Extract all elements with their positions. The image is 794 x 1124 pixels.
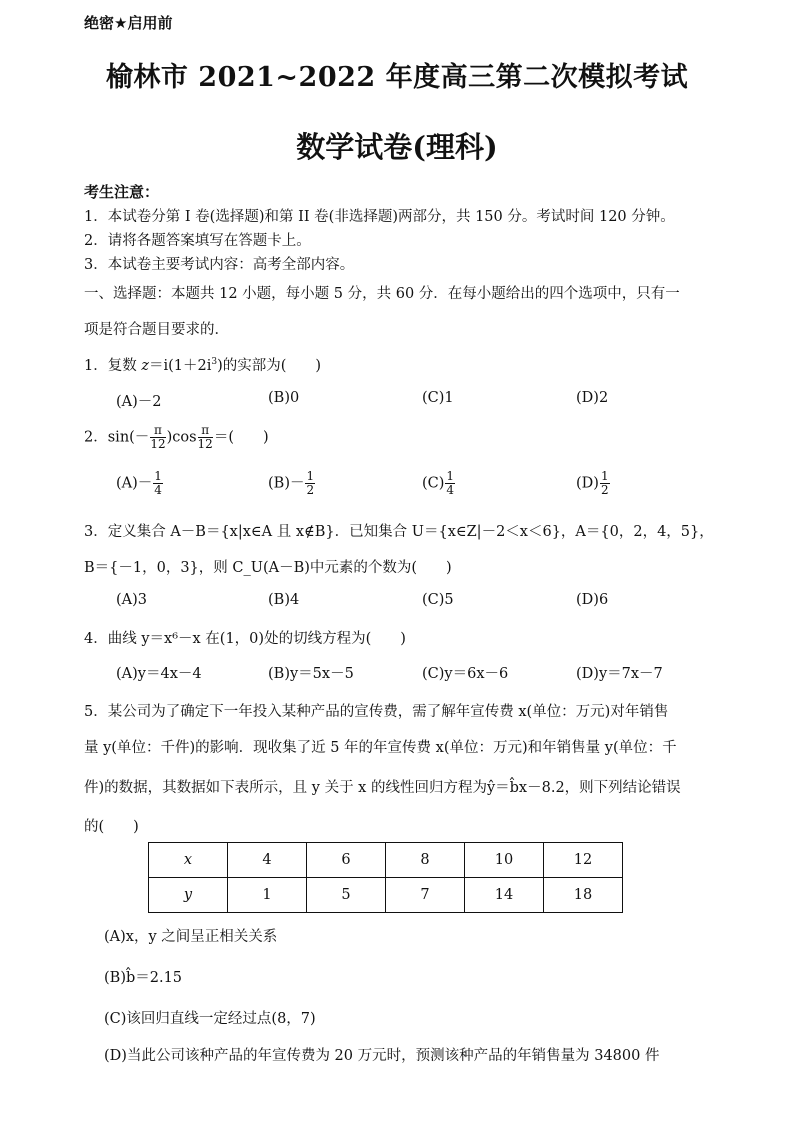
fraction bbox=[600, 470, 610, 497]
notice-item: 3．本试卷主要考试内容：高考全部内容。 bbox=[84, 257, 355, 273]
fraction bbox=[445, 470, 455, 497]
option-prefix: (B)－ bbox=[268, 475, 305, 492]
table-row bbox=[149, 878, 623, 913]
question-4: 4．曲线 y＝x⁶－x 在(1，0)处的切线方程为( ) bbox=[84, 631, 406, 647]
notice-item: 2．请将各题答案填写在答题卡上。 bbox=[84, 233, 311, 249]
table-cell: 8 bbox=[386, 843, 465, 878]
table-cell: 10 bbox=[465, 843, 544, 878]
math-var: z bbox=[141, 358, 149, 374]
fraction-denominator: 2 bbox=[306, 483, 315, 497]
section-intro-line: 项是符合题目要求的． bbox=[84, 322, 229, 338]
question-5-line: 件)的数据，其数据如下表所示，且 y 关于 x 的线性回归方程为ŷ＝b̂x－8.2，则下列结论错误 bbox=[84, 780, 681, 796]
exam-subtitle: 数学试卷(理科) bbox=[296, 130, 498, 164]
table-cell: 1 bbox=[228, 878, 307, 913]
question-5-line: 5．某公司为了确定下一年投入某种产品的宣传费，需了解年宣传费 x(单位：万元)对年销售 bbox=[84, 704, 669, 720]
table-cell: 4 bbox=[228, 843, 307, 878]
fraction-denominator: 12 bbox=[197, 437, 213, 451]
confidential-label: 绝密★启用前 bbox=[84, 14, 173, 32]
notice-item: 1．本试卷分第 I 卷(选择题)和第 II 卷(非选择题)两部分，共 150 分。考试时间 120 分钟。 bbox=[84, 209, 675, 225]
table-cell: 7 bbox=[386, 878, 465, 913]
option-a[interactable]: (A)y＝4x－4 bbox=[116, 666, 202, 682]
option-prefix: (C) bbox=[422, 475, 445, 492]
table-cell: 5 bbox=[307, 878, 386, 913]
option-c[interactable]: (C)y＝6x－6 bbox=[422, 666, 509, 682]
question-5-line: 的( ) bbox=[84, 819, 139, 835]
fraction-numerator: π bbox=[198, 424, 213, 438]
option-a[interactable] bbox=[116, 470, 164, 497]
fraction-numerator: 1 bbox=[600, 469, 609, 483]
option-d[interactable]: (D)y＝7x－7 bbox=[576, 666, 663, 682]
question-text: )cos bbox=[166, 429, 197, 446]
option-b[interactable]: (B)4 bbox=[268, 592, 300, 608]
question-text: ＝( ) bbox=[213, 429, 269, 446]
fraction-denominator: 12 bbox=[150, 437, 166, 451]
fraction-denominator: 4 bbox=[154, 483, 162, 497]
fraction bbox=[305, 470, 315, 497]
table-cell: 12 bbox=[544, 843, 623, 878]
section-intro-line: 一、选择题：本题共 12 小题，每小题 5 分，共 60 分．在每小题给出的四个选项中，只有一 bbox=[84, 286, 680, 302]
fraction-denominator: 4 bbox=[446, 483, 455, 497]
fraction-numerator: 1 bbox=[154, 469, 162, 483]
option-c[interactable]: (C)该回归直线一定经过点(8，7) bbox=[104, 1011, 316, 1027]
option-d[interactable]: (D)2 bbox=[576, 390, 609, 406]
superscript: 3 bbox=[211, 357, 218, 368]
table-header-cell: x bbox=[149, 843, 228, 878]
notice-heading: 考生注意： bbox=[84, 183, 160, 201]
question-text: sin(－ bbox=[107, 429, 150, 446]
question-number: 2． bbox=[84, 429, 108, 446]
option-c[interactable]: (C)1 bbox=[422, 390, 454, 406]
question-number: 1． bbox=[84, 358, 108, 374]
data-table bbox=[148, 842, 623, 913]
table-cell: 18 bbox=[544, 878, 623, 913]
fraction-numerator: π bbox=[150, 424, 165, 438]
question-text: )的实部为( ) bbox=[217, 358, 322, 374]
table-row bbox=[149, 843, 623, 878]
option-b[interactable]: (B)y＝5x－5 bbox=[268, 666, 354, 682]
option-prefix: (A)－ bbox=[116, 475, 153, 492]
question-text: 复数 bbox=[107, 358, 142, 374]
question-text: ＝i(1＋2i bbox=[148, 358, 212, 374]
fraction bbox=[198, 424, 213, 451]
exam-title: 榆林市 2021~2022 年度高三第二次模拟考试 bbox=[105, 62, 689, 93]
option-a[interactable]: (A)－2 bbox=[116, 394, 162, 410]
option-a[interactable]: (A)3 bbox=[116, 592, 148, 608]
option-a[interactable]: (A)x，y 之间呈正相关关系 bbox=[104, 929, 278, 945]
option-b[interactable] bbox=[268, 470, 316, 497]
option-c[interactable] bbox=[422, 470, 456, 497]
fraction-denominator: 2 bbox=[600, 483, 609, 497]
question-3-line: 3．定义集合 A－B＝{x|x∈A 且 x∉B}．已知集合 U＝{x∈Z|－2＜x＜6}，A＝{0，2，4，5}， bbox=[84, 524, 714, 540]
question-5-line: 量 y(单位：千件)的影响．现收集了近 5 年的年宣传费 x(单位：万元)和年销售量 y(单位：千 bbox=[84, 740, 677, 756]
fraction bbox=[153, 470, 163, 497]
fraction bbox=[150, 424, 165, 451]
question-3-line: B＝{－1，0，3}，则 C_U(A－B)中元素的个数为( ) bbox=[84, 560, 452, 576]
question-1 bbox=[84, 354, 321, 375]
question-2 bbox=[84, 424, 269, 451]
option-prefix: (D) bbox=[576, 475, 599, 492]
option-b[interactable]: (B)0 bbox=[268, 390, 300, 406]
fraction-numerator: 1 bbox=[306, 469, 315, 483]
option-d[interactable] bbox=[576, 470, 611, 497]
table-cell: 6 bbox=[307, 843, 386, 878]
option-c[interactable]: (C)5 bbox=[422, 592, 454, 608]
table-header-cell: y bbox=[149, 878, 228, 913]
table-cell: 14 bbox=[465, 878, 544, 913]
fraction-numerator: 1 bbox=[446, 469, 455, 483]
option-d[interactable]: (D)6 bbox=[576, 592, 609, 608]
option-b[interactable]: (B)b̂＝2.15 bbox=[104, 970, 183, 986]
option-d[interactable]: (D)当此公司该种产品的年宣传费为 20 万元时，预测该种产品的年销售量为 34800 件 bbox=[104, 1048, 660, 1064]
